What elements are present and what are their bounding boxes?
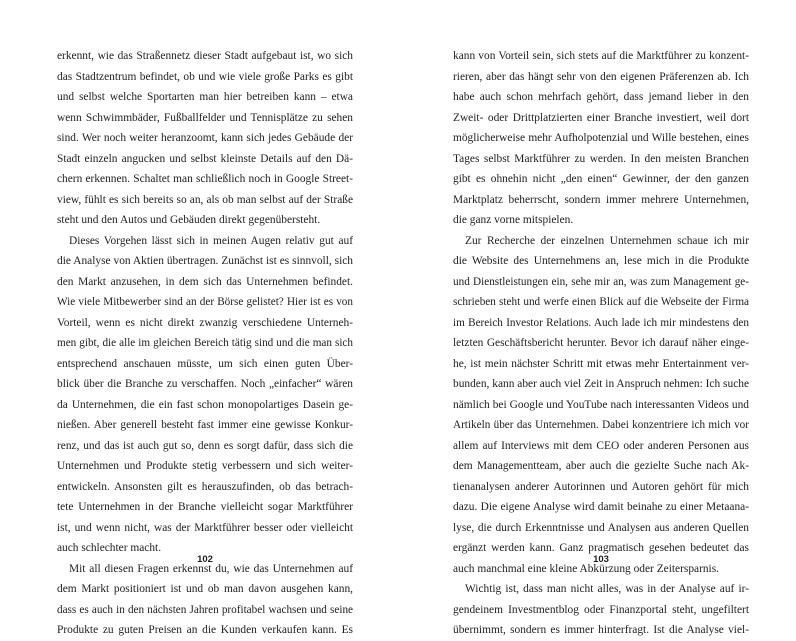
- text-line: Stadt einzeln angucken und selbst kleinste Details auf den Dä-: [57, 152, 353, 165]
- text-line: Produkte zu guten Preisen an die Kunden verkaufen kann. Es: [57, 624, 353, 636]
- text-line: gendeinem Investmentblog oder Finanzportal steht, ungefiltert: [453, 603, 749, 616]
- text-line: Zur Recherche der einzelnen Unternehmen schaue ich mir: [465, 234, 749, 247]
- text-line: habe auch schon mehrfach gehört, dass jemand lieber in den: [453, 91, 749, 103]
- right-page: [453, 46, 749, 636]
- right-page-text: [453, 46, 749, 641]
- text-line: gibt es ohnehin nicht „den einen“ Gewinner, der den ganzen: [453, 173, 749, 185]
- text-line: Wie viele Mitbewerber sind an der Börse gelistet? Hier ist es von: [57, 296, 353, 308]
- text-line: Artikeln über das Unternehmen. Dabei konzentriere ich mich vor: [453, 419, 749, 431]
- text-line: lyse, die durch Erkenntnisse und Analysen aus anderen Quellen: [453, 521, 749, 534]
- left-page: [57, 46, 353, 636]
- text-line: dass es auch in den nächsten Jahren profitabel wachsen und seine: [57, 603, 353, 616]
- text-line: blick über die Branche zu verschaffen. Noch „einfacher“ wären: [57, 378, 353, 390]
- text-line: wenn Schwimmbäder, Fußballfelder und Tennisplätze zu sehen: [57, 111, 353, 124]
- text-line: rieren, aber das hängt sehr von den eigenen Präferenzen ab. Ich: [453, 70, 749, 83]
- text-line: Zweit- oder Drittplatzierten einer Branche investiert, weil dort: [453, 111, 749, 124]
- page-number: 102: [197, 554, 213, 565]
- text-line: sind. Wer noch weiter heranzoomt, kann sich jedes Gebäude der: [57, 132, 353, 144]
- text-line: view, fühlt es sich bereits so an, als ob man selbst auf der Straße: [57, 193, 353, 206]
- text-line: die Website des Unternehmens an, lese mich in die Produkte: [453, 255, 749, 267]
- text-line: entsprechend anschauen müsste, um sich einen guten Über-: [57, 357, 353, 370]
- text-line: Vorteil, wenn es nicht direkt zwanzig verschiedene Unterneh-: [57, 316, 353, 329]
- text-line: übernimmt, sondern es immer hinterfragt. Ist die Analyse viel-: [453, 624, 749, 636]
- text-line: die ganz vorne mitspielen.: [453, 214, 574, 226]
- text-line: und Dienstleistungen ein, sehe mir an, was zum Management ge-: [453, 275, 749, 288]
- text-line: ergänzt werden kann. Ganz pragmatisch gesehen bedeutet das: [453, 542, 749, 554]
- text-line: nießen. Aber generell besteht fast immer eine gewisse Konkur-: [57, 419, 353, 431]
- text-line: den Markt anzusehen, in dem sich das Unternehmen befindet.: [57, 275, 353, 288]
- text-line: im Bereich Investor Relations. Auch lade ich mir mindestens den: [453, 316, 749, 329]
- text-line: ist, und wenn nicht, was der Marktführer besser oder vielleicht: [57, 521, 353, 534]
- text-line: kann von Vorteil sein, sich stets auf die Marktführer zu konzent-: [453, 50, 749, 62]
- text-line: da Unternehmen, die ein fast schon monopolartiges Dasein ge-: [57, 398, 353, 411]
- text-line: Marktplatz beherrscht, sondern immer mehrere Unternehmen,: [453, 193, 749, 206]
- page-number: 103: [593, 554, 609, 565]
- text-line: tienanalysen anderer Autorinnen und Autoren gehört für mich: [453, 480, 749, 493]
- text-line: möglicherweise mehr Aufholpotenzial und Wille bestehen, eines: [453, 132, 749, 144]
- text-line: auch manchmal eine kleine Abkürzung oder Zeitersparnis.: [453, 562, 719, 575]
- text-line: renz, und das ist auch gut so, denn es sorgt dafür, dass sich die: [57, 439, 353, 452]
- text-line: nämlich bei Google und YouTube nach interessanten Videos und: [453, 398, 749, 411]
- text-line: dem Managementteam, aber auch die gezielte Suche nach Ak-: [453, 460, 749, 472]
- text-line: entwickeln. Ansonsten gilt es herauszufinden, ob das betrach-: [57, 480, 353, 493]
- text-line: schrieben steht und werfe einen Blick auf die Webseite der Firma: [453, 296, 749, 308]
- left-page-text: [57, 46, 353, 641]
- text-line: dem Markt positioniert ist und ob man davon ausgehen kann,: [57, 583, 353, 595]
- text-line: letzten Geschäftsbericht herunter. Bevor ich darauf näher einge-: [453, 337, 749, 349]
- text-line: he, ist mein nächster Schritt mit etwas mehr Entertainment ver-: [453, 357, 749, 370]
- text-line: dazu. Die eigene Analyse wird damit beinahe zu einer Metaana-: [453, 501, 749, 513]
- text-line: Mit all diesen Fragen erkennst du, wie das Unternehmen auf: [69, 562, 353, 575]
- text-line: das Stadtzentrum befindet, ob und wie viele große Parks es gibt: [57, 70, 353, 83]
- text-line: allem auf Interviews mit dem CEO oder anderen Personen aus: [453, 439, 749, 452]
- text-line: chern erkennen. Schaltet man schließlich noch in Google Street-: [57, 173, 353, 185]
- text-line: Dieses Vorgehen lässt sich in meinen Augen relativ gut auf: [69, 234, 353, 247]
- text-line: Wichtig ist, dass man nicht alles, was in der Analyse auf ir-: [465, 583, 749, 595]
- text-line: steht und den Autos und Gebäuden direkt gegenübersteht.: [57, 214, 321, 226]
- text-line: tete Unternehmen in der Branche vielleicht sogar Marktführer: [57, 501, 353, 513]
- text-line: die Analyse von Aktien übertragen. Zunächst ist es sinnvoll, sich: [57, 255, 353, 267]
- text-line: erkennt, wie das Straßennetz dieser Stadt aufgebaut ist, wo sich: [57, 50, 353, 62]
- text-line: Tages selbst Marktführer zu werden. In den meisten Branchen: [453, 152, 749, 165]
- text-line: Unternehmen und Produkte stetig verbessern und sich weiter-: [57, 460, 353, 472]
- text-line: auch schlechter macht.: [57, 542, 162, 554]
- text-line: bunden, kann aber auch viel Zeit in Anspruch nehmen: Ich suche: [453, 378, 749, 390]
- text-line: und selbst welche Sportarten man hier betreiben kann – etwa: [57, 91, 353, 103]
- text-line: men gibt, die alle im gleichen Bereich tätig sind und die man sich: [57, 337, 353, 349]
